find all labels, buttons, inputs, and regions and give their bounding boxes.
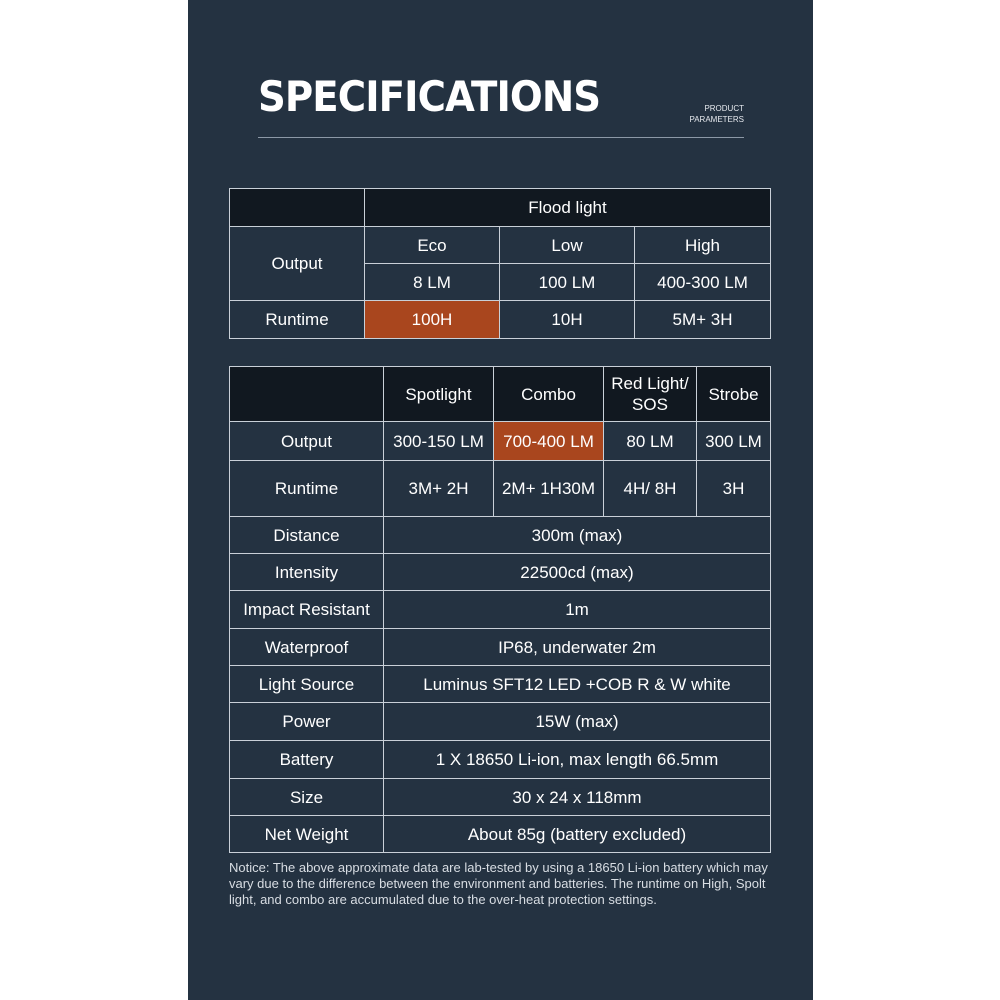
- table-row: [230, 227, 771, 264]
- spec-value-waterproof: IP68, underwater 2m: [384, 629, 771, 666]
- spec-label-net-weight: Net Weight: [230, 816, 384, 853]
- table-row: [230, 629, 771, 666]
- runtime-high: 5M+ 3H: [635, 301, 771, 339]
- empty-corner-cell: [230, 367, 384, 422]
- table-row: [230, 703, 771, 741]
- spec-value-net-weight: About 85g (battery excluded): [384, 816, 771, 853]
- spec-label-size: Size: [230, 779, 384, 816]
- flood-light-table: [229, 188, 771, 339]
- spec-label-intensity: Intensity: [230, 554, 384, 591]
- output-strobe: 300 LM: [697, 422, 771, 461]
- spec-value-size: 30 x 24 x 118mm: [384, 779, 771, 816]
- table-row: [230, 666, 771, 703]
- table-row: [230, 741, 771, 779]
- mode-spotlight: Spotlight: [384, 367, 494, 422]
- table-row: [230, 301, 771, 339]
- table-row: [230, 422, 771, 461]
- spec-label-distance: Distance: [230, 517, 384, 554]
- table-row: [230, 367, 771, 422]
- output-spotlight: 300-150 LM: [384, 422, 494, 461]
- notice-text: Notice: The above approximate data are lab-tested by using a 18650 Li-ion battery which may vary due to the difference between the environment and batteries. The runtime on High, Spolt light, and combo are accumulated due to the over-heat protection settings.: [229, 860, 768, 907]
- table-row: [230, 816, 771, 853]
- mode-high: High: [635, 227, 771, 264]
- spec-label-light-source: Light Source: [230, 666, 384, 703]
- empty-corner-cell: [230, 189, 365, 227]
- flood-light-header: Flood light: [365, 189, 771, 227]
- subtitle-line-2: PARAMETERS: [689, 115, 744, 124]
- mode-eco: Eco: [365, 227, 500, 264]
- page-title: SPECIFICATIONS: [258, 72, 601, 121]
- spec-value-battery: 1 X 18650 Li-ion, max length 66.5mm: [384, 741, 771, 779]
- spec-label-waterproof: Waterproof: [230, 629, 384, 666]
- spotlight-spec-table: [229, 366, 771, 853]
- runtime-strobe: 3H: [697, 461, 771, 517]
- output-high: 400-300 LM: [635, 264, 771, 301]
- mode-red-light-sos: Red Light/ SOS: [604, 367, 697, 422]
- output-eco: 8 LM: [365, 264, 500, 301]
- table-row: [230, 591, 771, 629]
- page-subtitle: [660, 103, 744, 125]
- spec-label-impact-resistant: Impact Resistant: [230, 591, 384, 629]
- table-row: [230, 461, 771, 517]
- output-low: 100 LM: [500, 264, 635, 301]
- table-row: [230, 189, 771, 227]
- mode-combo: Combo: [494, 367, 604, 422]
- runtime-red-light-sos: 4H/ 8H: [604, 461, 697, 517]
- spec-value-intensity: 22500cd (max): [384, 554, 771, 591]
- spec-value-distance: 300m (max): [384, 517, 771, 554]
- spec-label-battery: Battery: [230, 741, 384, 779]
- runtime-combo: 2M+ 1H30M: [494, 461, 604, 517]
- subtitle-line-1: PRODUCT: [704, 104, 744, 113]
- row-label-output: Output: [230, 422, 384, 461]
- runtime-spotlight: 3M+ 2H: [384, 461, 494, 517]
- output-combo: 700-400 LM: [494, 422, 604, 461]
- table-row: [230, 517, 771, 554]
- output-red-light-sos: 80 LM: [604, 422, 697, 461]
- row-label-runtime: Runtime: [230, 301, 365, 339]
- mode-low: Low: [500, 227, 635, 264]
- runtime-eco: 100H: [365, 301, 500, 339]
- row-label-output: Output: [230, 227, 365, 301]
- runtime-low: 10H: [500, 301, 635, 339]
- title-divider: [258, 137, 744, 138]
- mode-strobe: Strobe: [697, 367, 771, 422]
- spec-label-power: Power: [230, 703, 384, 741]
- spec-value-power: 15W (max): [384, 703, 771, 741]
- table-row: [230, 554, 771, 591]
- table-row: [230, 779, 771, 816]
- spec-value-light-source: Luminus SFT12 LED +COB R & W white: [384, 666, 771, 703]
- spec-value-impact-resistant: 1m: [384, 591, 771, 629]
- row-label-runtime: Runtime: [230, 461, 384, 517]
